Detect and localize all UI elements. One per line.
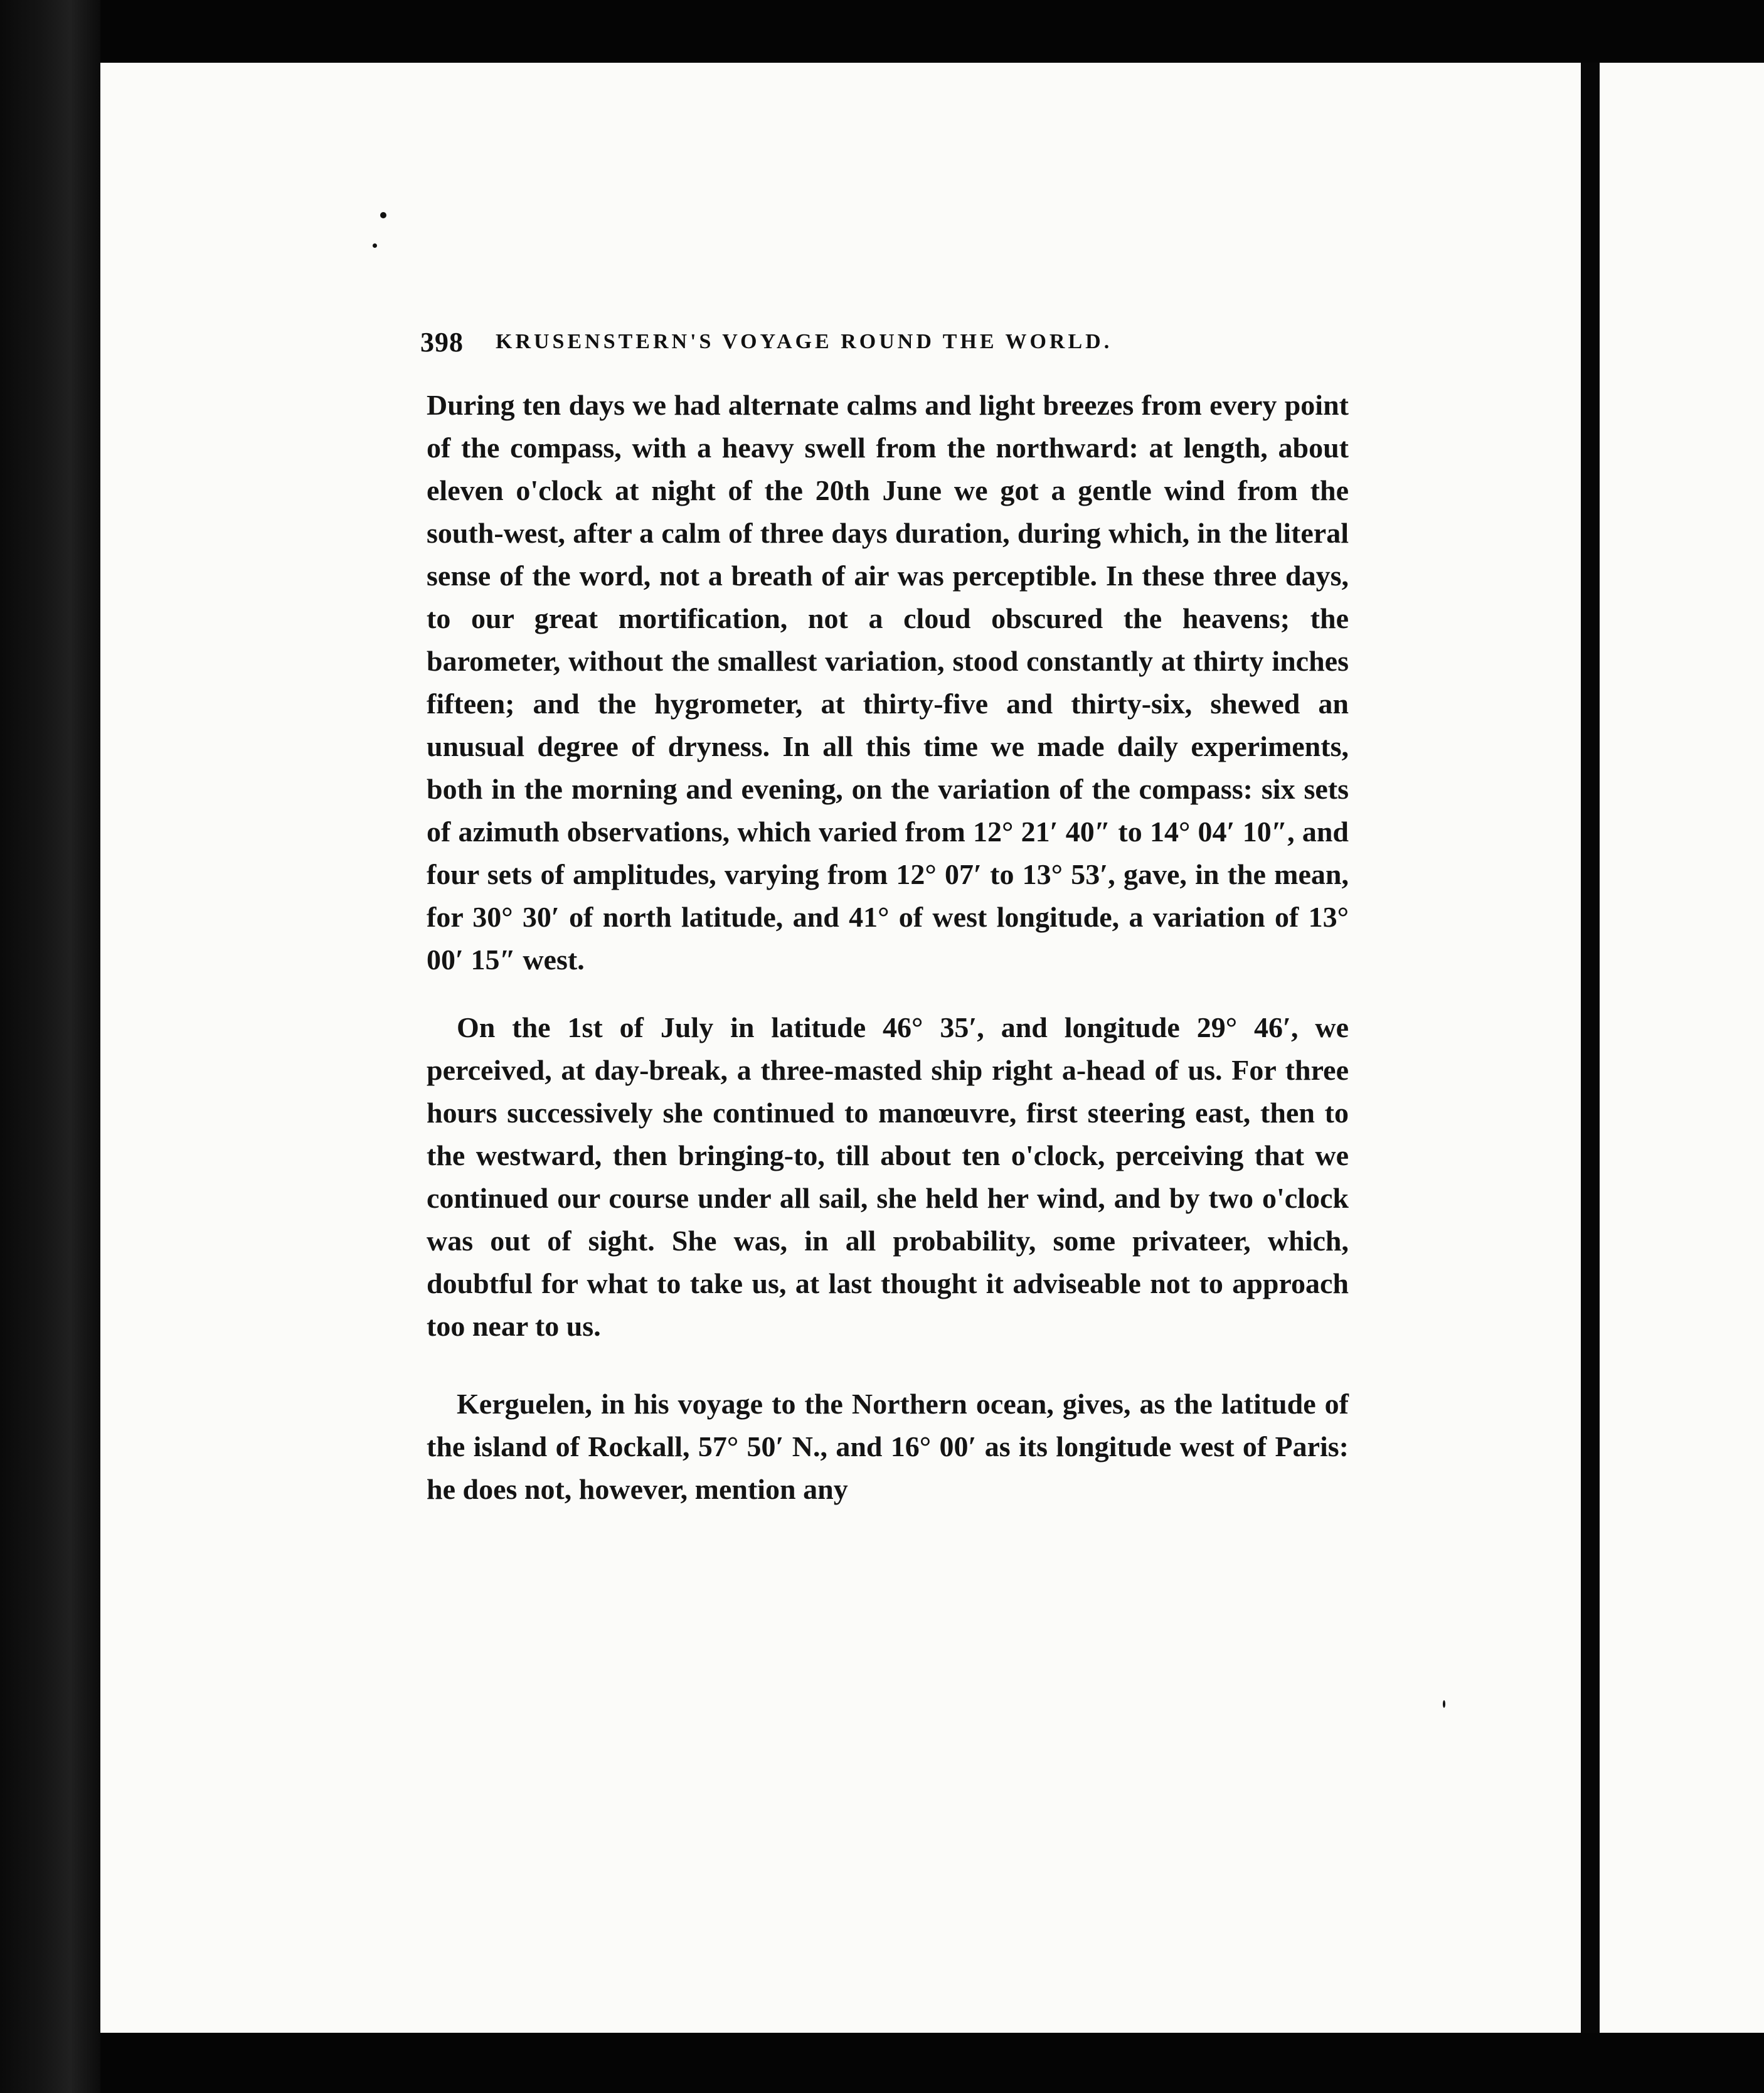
scan-left-edge bbox=[0, 0, 100, 2093]
paragraph: During ten days we had alternate calms and light breezes from every point of the compass, with a heavy swell from the northward: at length, about eleven o'clock at night of the 20th June we got a gentle wind from the south-west, after a calm of three days duration, during which, in the literal sense of the word, not a breath of air was perceptible. In these three days, to our great mortification, not a cloud obscured the heavens; the barometer, without the smallest variation, stood constantly at thirty inches fifteen; and the hygrometer, at thirty-five and thirty-six, shewed an unusual degree of dryness. In all this time we made daily experiments, both in the morning and evening, on the variation of the compass: six sets of azimuth observations, which varied from 12° 21′ 40″ to 14° 04′ 10″, and four sets of amplitudes, varying from 12° 07′ to 13° 53′, gave, in the mean, for 30° 30′ of north latitude, and 41° of west longitude, a variation of 13° 00′ 15″ west. bbox=[427, 389, 1349, 976]
page-number: 398 bbox=[420, 327, 464, 358]
scan-speck bbox=[380, 212, 386, 218]
body-text bbox=[427, 384, 1349, 1511]
paragraph: On the 1st of July in latitude 46° 35′, and longitude 29° 46′, we perceived, at day-break, a three-masted ship right a-head of us. For three hours successively she continued to manœuvre, first steering east, then to the westward, then bringing-to, till about ten o'clock, perceiving that we continued our course under all sail, she held her wind, and by two o'clock was out of sight. She was, in all probability, some privateer, which, doubtful for what to take us, at last thought it adviseable not to approach too near to us. bbox=[427, 1011, 1349, 1342]
running-head bbox=[420, 326, 1242, 370]
running-title: KRUSENSTERN'S VOYAGE ROUND THE WORLD. bbox=[496, 330, 1113, 353]
page-gutter bbox=[1581, 63, 1600, 2033]
scan-speck bbox=[373, 243, 377, 248]
paragraph: Kerguelen, in his voyage to the Northern ocean, gives, as the latitude of the island of Rockall, 57° 50′ N., and 16° 00′ as its longitude west of Paris: he does not, however, mention any bbox=[427, 1388, 1349, 1505]
scan-speck bbox=[1443, 1700, 1445, 1708]
facing-page-edge bbox=[1600, 63, 1764, 2033]
